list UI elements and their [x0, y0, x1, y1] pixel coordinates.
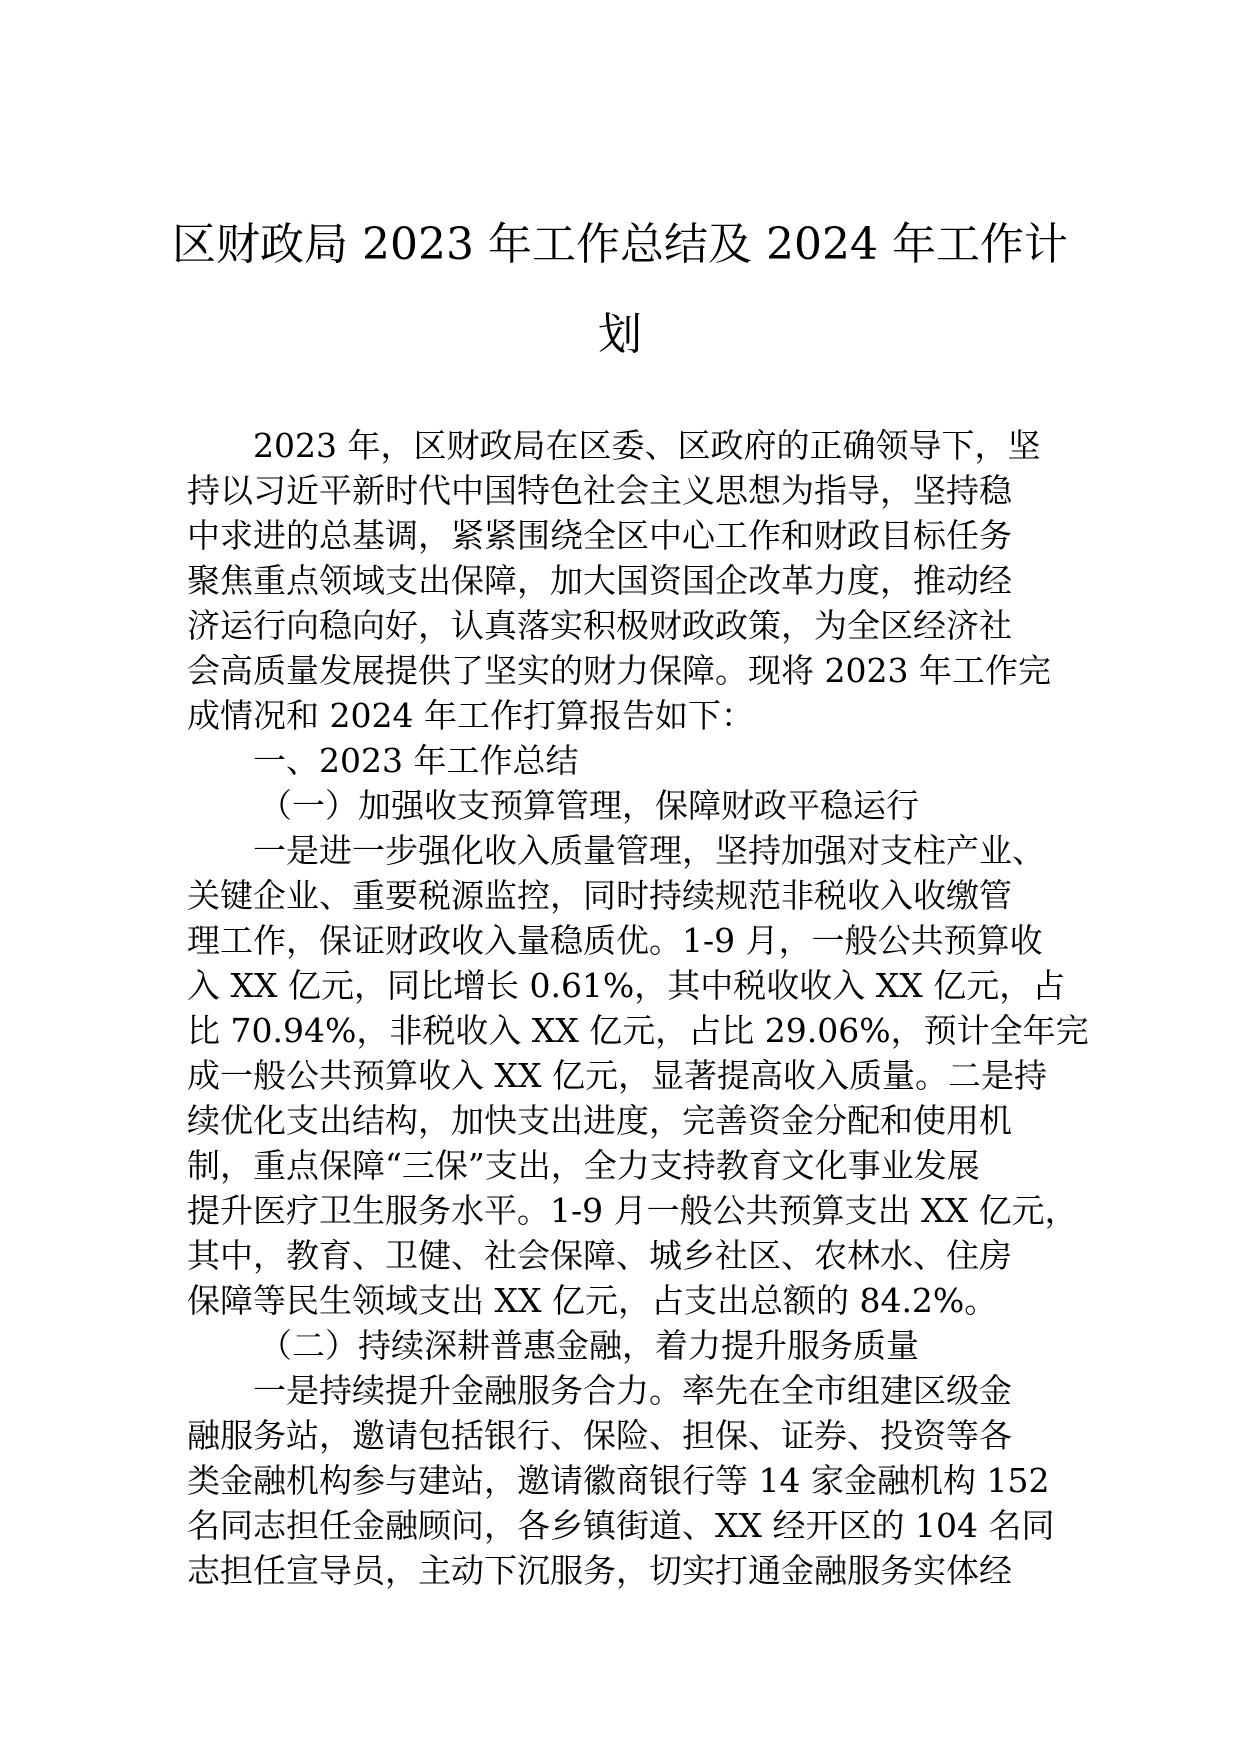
paragraph-intro-line: 持以习近平新时代中国特色社会主义思想为指导，坚持稳 [187, 471, 1012, 510]
document-title [150, 200, 1090, 380]
paragraph-intro-line: 成情况和 2024 年工作打算报告如下： [187, 696, 754, 735]
document-body [187, 423, 1087, 1593]
paragraph-intro-line: 济运行向稳向好，认真落实积极财政政策，为全区经济社 [187, 606, 1012, 645]
paragraph-intro-line: 2023 年，区财政局在区委、区政府的正确领导下，坚 [253, 426, 1041, 465]
paragraph-finance-line: 志担任宣导员，主动下沉服务，切实打通金融服务实体经 [187, 1551, 1012, 1590]
title-line-2: 划 [598, 309, 642, 360]
paragraph-budget-line: 理工作，保证财政收入量稳质优。1-9 月，一般公共预算收 [187, 921, 1043, 960]
paragraph-budget-line: 保障等民生领域支出 XX 亿元，占支出总额的 84.2%。 [187, 1281, 998, 1320]
paragraph-budget-line: 比 70.94%，非税收入 XX 亿元，占比 29.06%，预计全年完 [187, 1011, 1089, 1050]
paragraph-intro-line: 中求进的总基调，紧紧围绕全区中心工作和财政目标任务 [187, 516, 1012, 555]
paragraph-budget-line: 其中，教育、卫健、社会保障、城乡社区、农林水、住房 [187, 1236, 1012, 1275]
title-line-1: 区财政局 2023 年工作总结及 2024 年工作计 [172, 219, 1068, 270]
paragraph-budget-line: 续优化支出结构，加快支出进度，完善资金分配和使用机 [187, 1101, 1012, 1140]
paragraph-budget-line: 成一般公共预算收入 XX 亿元，显著提高收入质量。二是持 [187, 1056, 1047, 1095]
paragraph-finance-line: 一是持续提升金融服务合力。率先在全市组建区级金 [253, 1371, 1012, 1410]
paragraph-budget-line: 入 XX 亿元，同比增长 0.61%，其中税收收入 XX 亿元，占 [187, 966, 1066, 1005]
paragraph-intro-line: 聚焦重点领域支出保障，加大国资国企改革力度，推动经 [187, 561, 1012, 600]
section-heading: 一、2023 年工作总结 [253, 741, 579, 780]
subsection-heading: （二）持续深耕普惠金融，着力提升服务质量 [259, 1326, 919, 1365]
paragraph-finance-line: 类金融机构参与建站，邀请徽商银行等 14 家金融机构 152 [187, 1461, 1050, 1500]
subsection-heading: （一）加强收支预算管理，保障财政平稳运行 [259, 786, 919, 825]
paragraph-intro-line: 会高质量发展提供了坚实的财力保障。现将 2023 年工作完 [187, 651, 1051, 690]
paragraph-budget-line: 关键企业、重要税源监控，同时持续规范非税收入收缴管 [187, 876, 1012, 915]
paragraph-budget-line: 提升医疗卫生服务水平。1-9 月一般公共预算支出 XX 亿元， [187, 1191, 1078, 1230]
paragraph-budget-line: 一是进一步强化收入质量管理，坚持加强对支柱产业、 [253, 831, 1045, 870]
paragraph-finance-line: 融服务站，邀请包括银行、保险、担保、证券、投资等各 [187, 1416, 1012, 1455]
paragraph-finance-line: 名同志担任金融顾问，各乡镇街道、XX 经开区的 104 名同 [187, 1506, 1055, 1545]
paragraph-budget-line: 制，重点保障“三保”支出，全力支持教育文化事业发展 [187, 1146, 980, 1185]
